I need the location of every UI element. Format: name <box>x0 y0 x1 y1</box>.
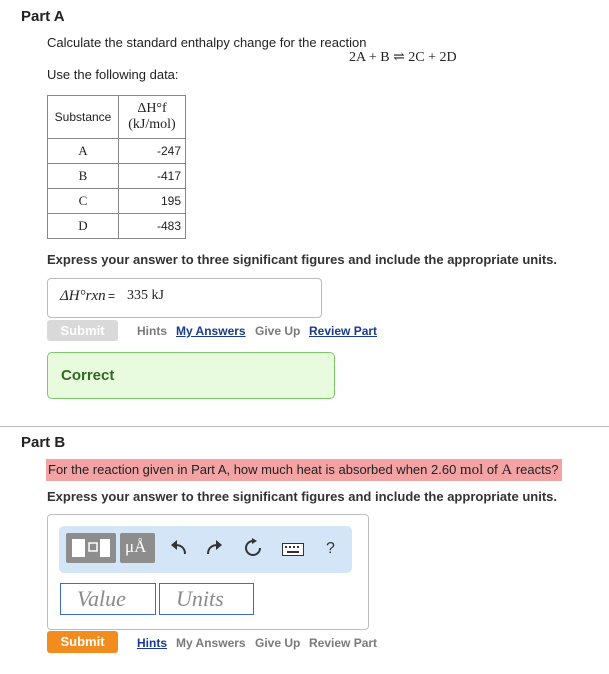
table-cell-substance: D <box>48 214 119 239</box>
units-button[interactable] <box>120 533 155 563</box>
table-cell-substance: B <box>48 164 119 189</box>
table-row <box>48 189 186 214</box>
answer-label: ΔH°rxn <box>60 288 106 304</box>
units-input[interactable]: Units <box>159 583 254 615</box>
enthalpy-table <box>47 95 186 239</box>
templates-icon <box>66 533 116 563</box>
question-text-start: For the reaction given in Part A, how much heat is absorbed when 2.60 <box>48 462 457 477</box>
part-a-my-answers-link[interactable]: My Answers <box>176 324 246 338</box>
part-a-answer-box <box>47 278 322 318</box>
part-b-review-link[interactable]: Review Part <box>309 636 378 650</box>
question-text-end: reacts? <box>515 462 559 477</box>
part-a-question: Calculate the standard enthalpy change for the reaction <box>47 35 367 50</box>
correct-feedback-box <box>47 352 335 399</box>
question-species-a: A <box>501 462 513 478</box>
redo-icon[interactable] <box>205 540 223 556</box>
question-text-of: of <box>486 462 498 477</box>
part-b-instruction: Express your answer to three significant figures and include the appropriate units. <box>47 489 557 504</box>
part-a-instruction: Express your answer to three significant figures and include the appropriate units. <box>47 252 557 267</box>
part-b-my-answers-link[interactable]: My Answers <box>176 636 246 650</box>
answer-value: 335 kJ <box>127 288 164 303</box>
table-cell-value: -247 <box>119 139 186 164</box>
part-b-give-up-link[interactable]: Give Up <box>255 636 301 650</box>
question-unit-mol: mol <box>459 462 484 478</box>
part-b-hints-link[interactable]: Hints <box>137 636 167 650</box>
table-cell-substance: C <box>48 189 119 214</box>
part-a-title: Part A <box>21 8 65 25</box>
table-cell-value: -417 <box>119 164 186 189</box>
use-data-text: Use the following data: <box>47 67 179 82</box>
part-b-question <box>48 462 558 479</box>
correct-text: Correct <box>61 367 115 384</box>
table-cell-value: -483 <box>119 214 186 239</box>
part-b-title: Part B <box>21 434 66 451</box>
units-label: μÅ <box>125 537 147 556</box>
templates-button[interactable] <box>66 533 116 563</box>
help-icon[interactable]: ? <box>326 540 335 557</box>
reaction-equation: 2A + B ⇌ 2C + 2D <box>349 50 457 65</box>
part-a-give-up-link[interactable]: Give Up <box>255 324 301 338</box>
table-header-enthalpy <box>119 96 186 139</box>
section-divider <box>0 426 609 427</box>
table-cell-value: 195 <box>119 189 186 214</box>
part-b-submit-button[interactable]: Submit <box>47 631 118 653</box>
table-row <box>48 139 186 164</box>
enthalpy-symbol: ΔH°f <box>137 101 167 116</box>
part-a-review-link[interactable]: Review Part <box>309 324 378 338</box>
table-header-substance: Substance <box>48 96 119 139</box>
part-a-hints-link[interactable]: Hints <box>137 324 167 338</box>
table-row <box>48 164 186 189</box>
table-row <box>48 214 186 239</box>
value-input[interactable]: Value <box>60 583 156 615</box>
enthalpy-unit: (kJ/mol) <box>128 117 176 132</box>
reset-icon[interactable] <box>243 538 263 558</box>
part-a-submit-button[interactable]: Submit <box>47 320 118 341</box>
keyboard-icon[interactable] <box>282 543 304 556</box>
table-cell-substance: A <box>48 139 119 164</box>
undo-icon[interactable] <box>170 540 188 556</box>
answer-equals: = <box>108 289 116 303</box>
